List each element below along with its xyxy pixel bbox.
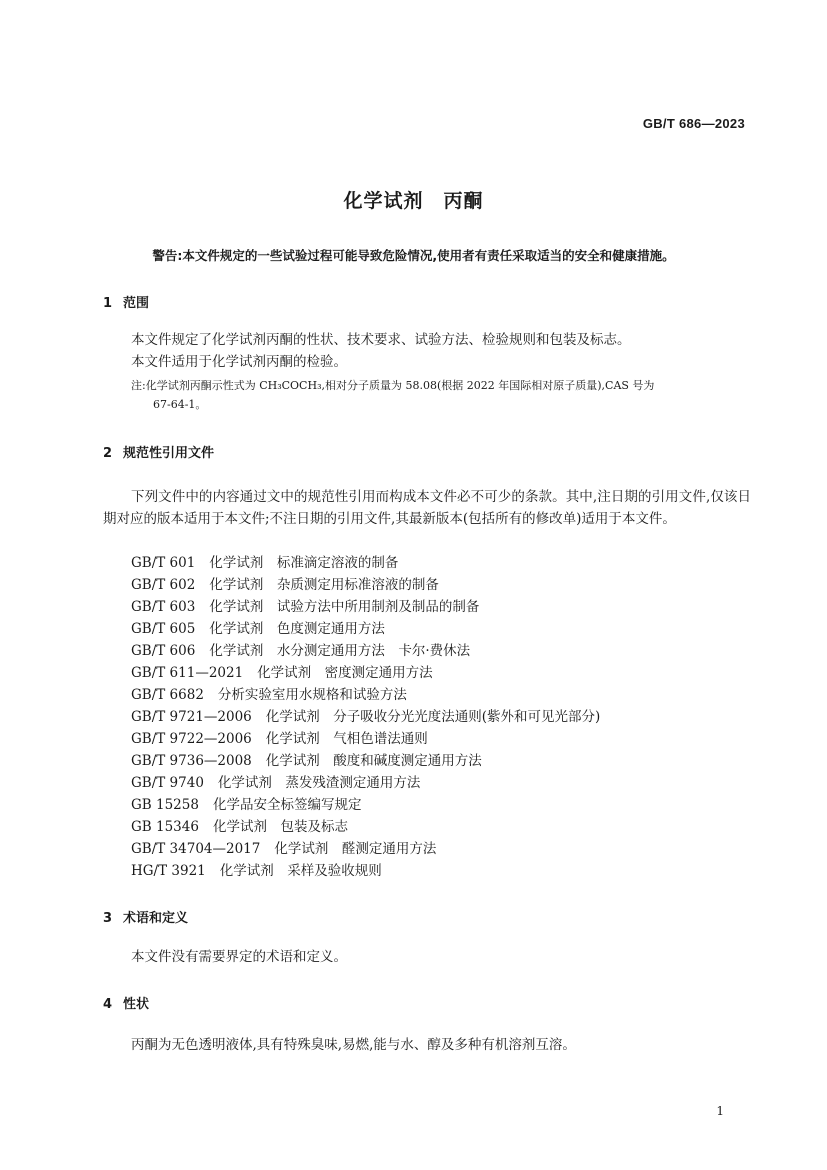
scope-paragraph-2: 本文件适用于化学试剂丙酮的检验。 [131, 354, 347, 370]
reference-title: 化学试剂 标准滴定溶液的制备 [209, 555, 399, 571]
section-title: 范围 [123, 296, 150, 311]
reference-code: GB/T 602 [131, 577, 196, 593]
reference-title: 化学试剂 采样及验收规则 [219, 863, 382, 879]
reference-code: GB 15258 [131, 797, 199, 813]
section-3-heading [103, 907, 188, 926]
reference-item [131, 662, 600, 684]
reference-title: 化学试剂 试验方法中所用制剂及制品的制备 [209, 599, 480, 615]
document-title [0, 186, 827, 213]
section-title: 性状 [123, 997, 150, 1012]
reference-title: 化学试剂 色度测定通用方法 [209, 621, 385, 637]
reference-code: GB/T 6682 [131, 687, 204, 703]
reference-item [131, 750, 600, 772]
reference-code: GB/T 34704—2017 [131, 841, 261, 857]
reference-item [131, 684, 600, 706]
reference-code: GB/T 606 [131, 643, 196, 659]
reference-item [131, 552, 600, 574]
reference-title: 分析实验室用水规格和试验方法 [217, 687, 407, 703]
title-part-2: 丙酮 [443, 190, 484, 212]
reference-item [131, 794, 600, 816]
note-line-1: 注:化学试剂丙酮示性式为 CH₃COCH₃,相对分子质量为 58.08(根据 2022 年国际相对原子质量),CAS 号为 [131, 379, 655, 392]
reference-title: 化学试剂 密度测定通用方法 [257, 665, 433, 681]
properties-paragraph: 丙酮为无色透明液体,具有特殊臭味,易燃,能与水、醇及多种有机溶剂互溶。 [131, 1037, 576, 1053]
reference-title: 化学试剂 醛测定通用方法 [274, 841, 437, 857]
reference-item [131, 772, 600, 794]
reference-item [131, 816, 600, 838]
reference-code: GB/T 9740 [131, 775, 204, 791]
reference-item [131, 706, 600, 728]
section-number: 2 [103, 446, 113, 461]
safety-warning: 警告:本文件规定的一些试验过程可能导致危险情况,使用者有责任采取适当的安全和健康措施。 [152, 248, 675, 263]
reference-item [131, 860, 600, 882]
reference-title: 化学试剂 气相色谱法通则 [265, 731, 428, 747]
reference-title: 化学试剂 分子吸收分光光度法通则(紫外和可见光部分) [265, 709, 601, 725]
reference-item [131, 728, 600, 750]
reference-title: 化学试剂 杂质测定用标准溶液的制备 [209, 577, 439, 593]
reference-title: 化学试剂 包装及标志 [212, 819, 348, 835]
reference-code: GB/T 9722—2006 [131, 731, 252, 747]
section-4-heading [103, 993, 149, 1012]
reference-code: GB/T 603 [131, 599, 196, 615]
reference-title: 化学试剂 蒸发残渣测定通用方法 [217, 775, 421, 791]
reference-item [131, 838, 600, 860]
title-part-1: 化学试剂 [343, 190, 424, 212]
reference-item [131, 640, 600, 662]
terms-paragraph: 本文件没有需要界定的术语和定义。 [131, 949, 347, 965]
section-2-heading [103, 442, 214, 461]
section-number: 4 [103, 997, 113, 1012]
section-title: 规范性引用文件 [123, 446, 215, 461]
page-number: 1 [716, 1104, 724, 1118]
reference-code: GB 15346 [131, 819, 199, 835]
reference-code: GB/T 601 [131, 555, 196, 571]
reference-code: GB/T 9736—2008 [131, 753, 252, 769]
reference-title: 化学品安全标签编写规定 [212, 797, 362, 813]
section-1-heading [103, 292, 149, 311]
reference-code: GB/T 605 [131, 621, 196, 637]
note-line-2: 67-64-1。 [153, 398, 207, 411]
reference-item [131, 574, 600, 596]
scope-paragraph-1: 本文件规定了化学试剂丙酮的性状、技术要求、试验方法、检验规则和包装及标志。 [131, 332, 631, 348]
section-number: 1 [103, 296, 113, 311]
reference-code: GB/T 611—2021 [131, 665, 244, 681]
normative-references-intro: 下列文件中的内容通过文中的规范性引用而构成本文件必不可少的条款。其中,注日期的引用文件,仅该日期对应的版本适用于本文件;不注日期的引用文件,其最新版本(包括所有的修改单)适用于本文件。 [103, 489, 751, 527]
reference-item [131, 618, 600, 640]
reference-item [131, 596, 600, 618]
scope-note [131, 376, 751, 414]
reference-code: HG/T 3921 [131, 863, 206, 879]
reference-code: GB/T 9721—2006 [131, 709, 252, 725]
reference-title: 化学试剂 水分测定通用方法 卡尔·费休法 [209, 643, 471, 659]
reference-title: 化学试剂 酸度和碱度测定通用方法 [265, 753, 482, 769]
section-number: 3 [103, 911, 113, 926]
reference-list [131, 552, 600, 882]
standard-number: GB/T 686—2023 [642, 116, 745, 131]
section-title: 术语和定义 [123, 911, 189, 926]
